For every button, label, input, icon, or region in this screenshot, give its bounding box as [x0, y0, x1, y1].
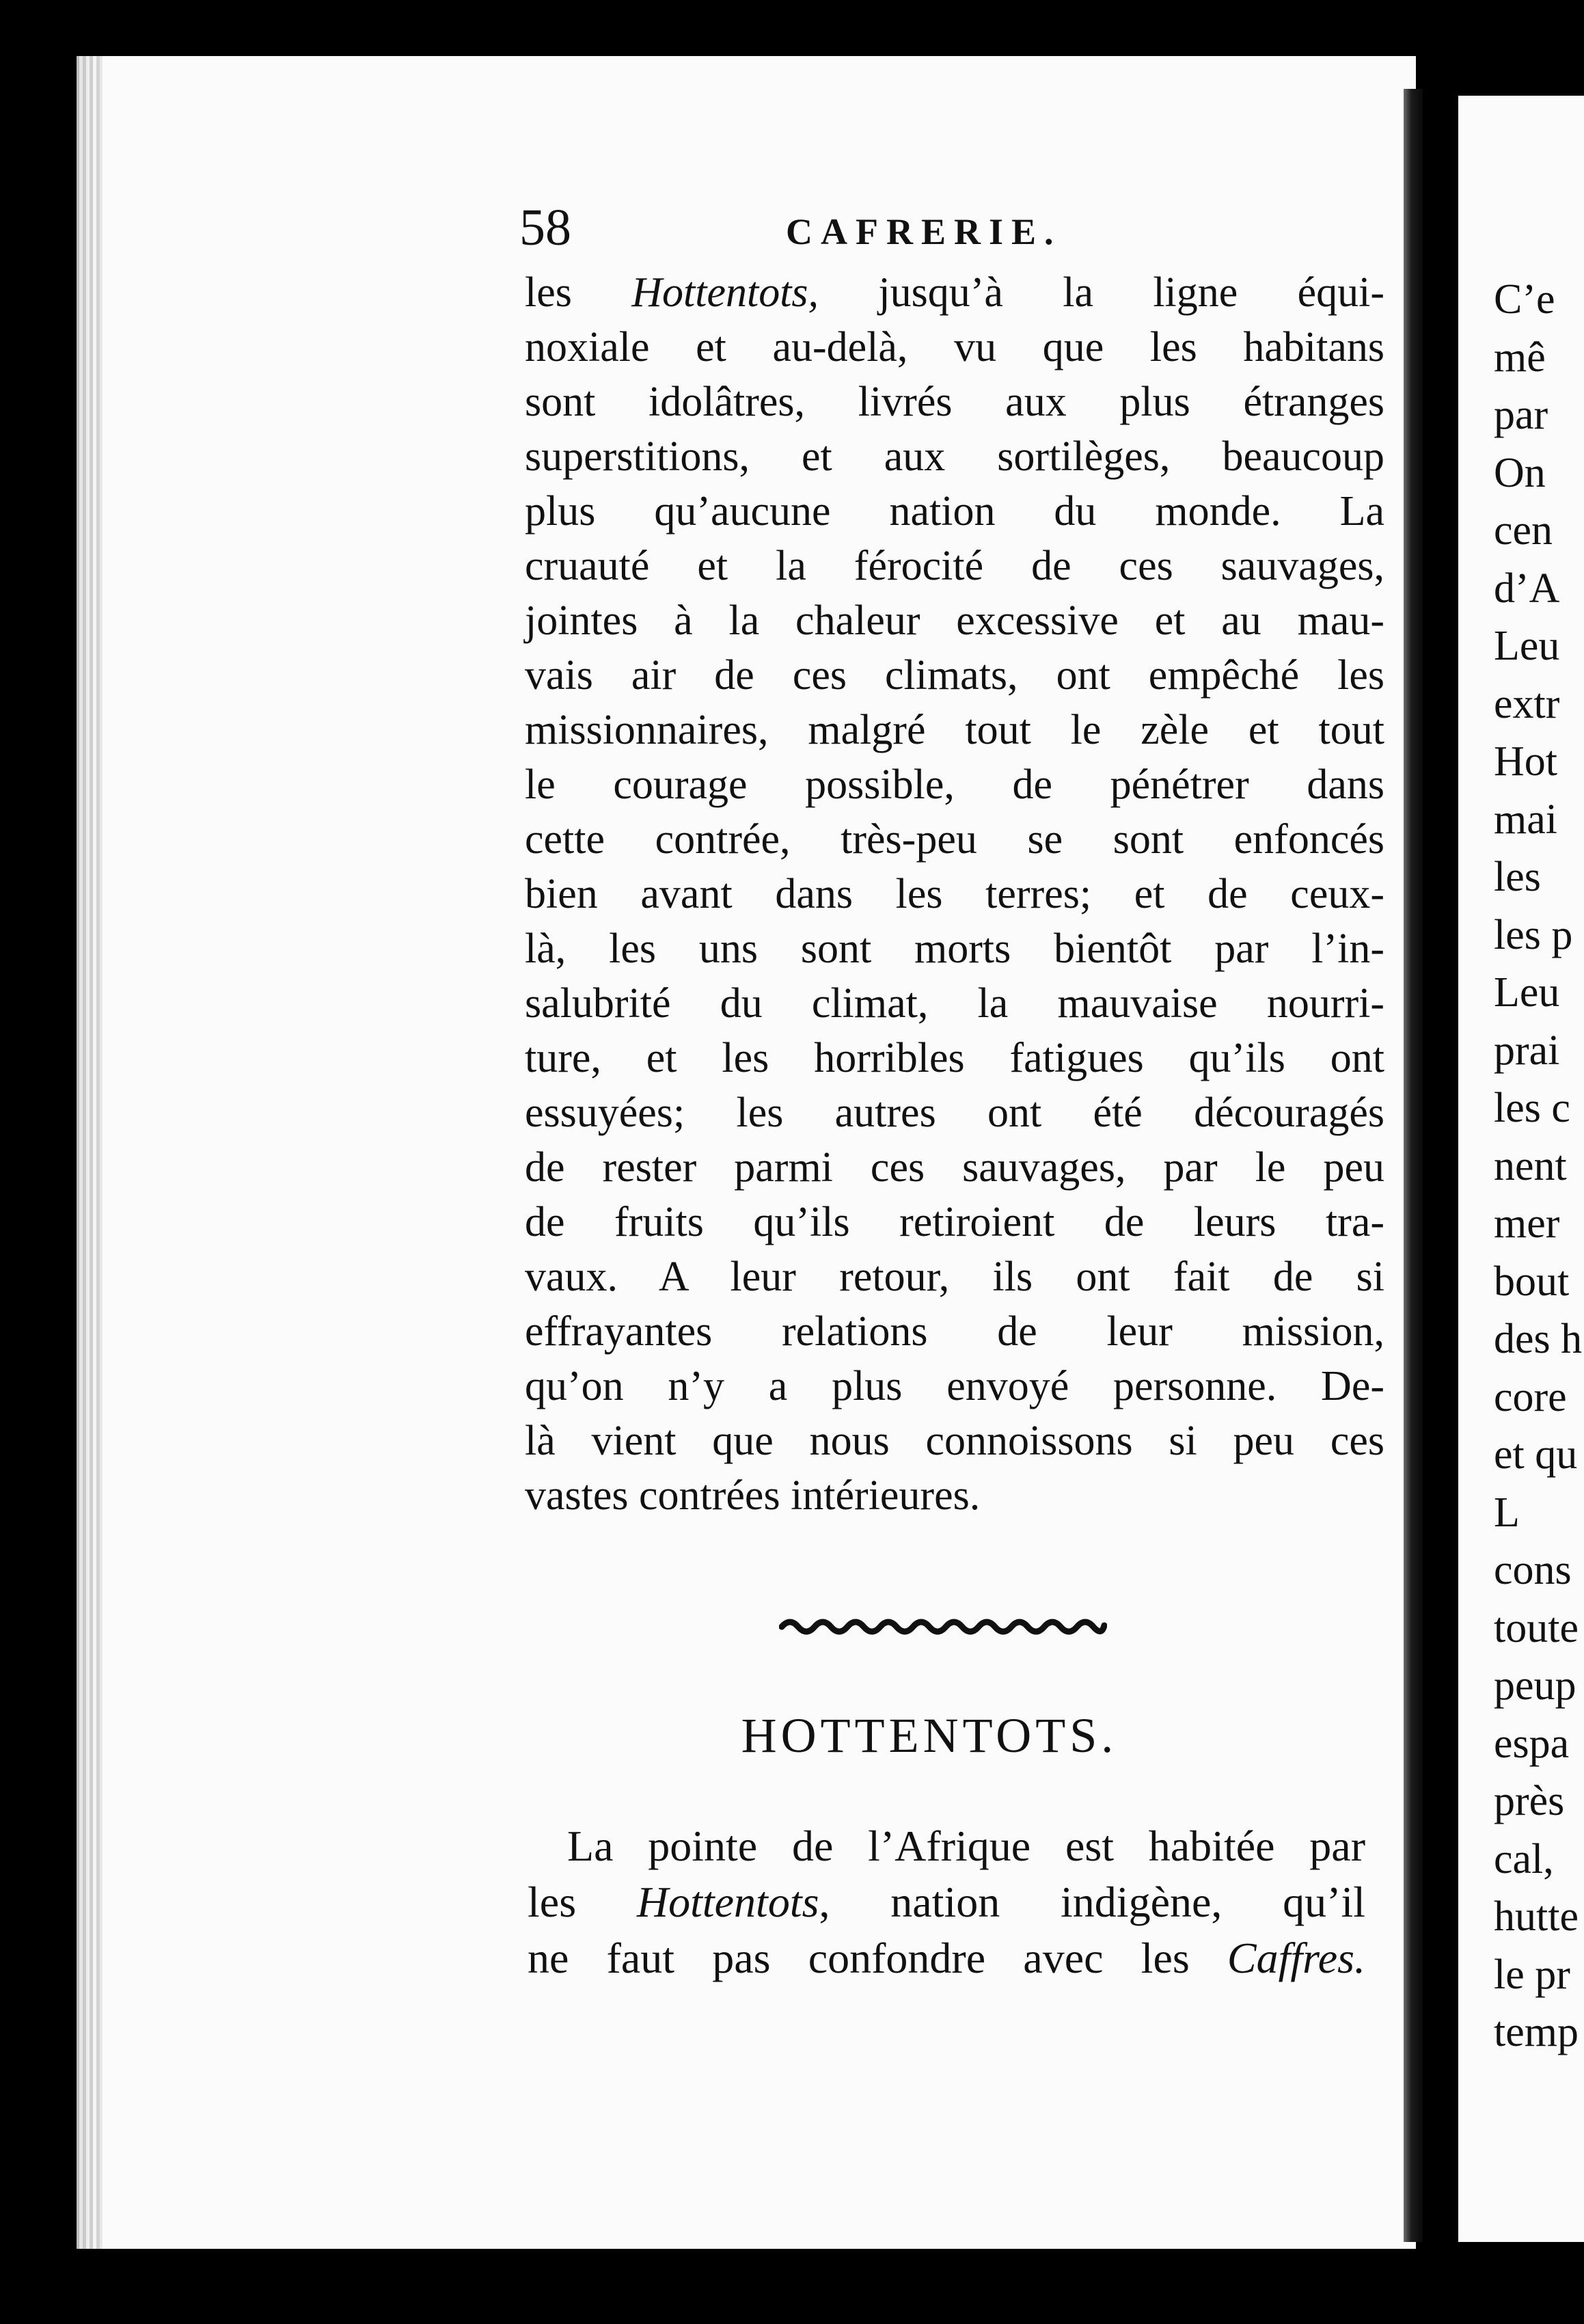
wavy-ornament — [779, 1613, 1107, 1640]
body-line: vaux. A leur retour, ils ont fait de si — [525, 1254, 1384, 1300]
right-line: d’A — [1494, 565, 1560, 612]
body-line: vais air de ces climats, ont empêché les — [525, 652, 1384, 699]
right-line: mai — [1494, 796, 1557, 843]
section-line: les Hottentots, nation indigène, qu’il — [528, 1878, 1366, 1926]
right-line: toute — [1494, 1604, 1579, 1651]
body-text — [525, 265, 1384, 1523]
body-line: salubrité du climat, la mauvaise nourri- — [525, 980, 1384, 1027]
right-page-text — [1494, 271, 1582, 2062]
body-line: ture, et les horribles fatigues qu’ils ont — [525, 1035, 1384, 1081]
section-line: ne faut pas confondre avec les Caffres. — [528, 1934, 1365, 1982]
body-line: sont idolâtres, livrés aux plus étranges — [525, 379, 1384, 425]
right-line: nent — [1494, 1142, 1567, 1189]
right-line: L — [1494, 1489, 1520, 1536]
italic-term: Hottentots — [636, 1878, 819, 1926]
right-line: espa — [1494, 1720, 1570, 1767]
right-line: par — [1494, 392, 1548, 438]
body-line: de rester parmi ces sauvages, par le peu — [525, 1144, 1384, 1191]
right-line: On — [1494, 449, 1546, 496]
right-line: extr — [1494, 680, 1560, 727]
book-gutter — [1404, 89, 1423, 2242]
body-line: là, les uns sont morts bientôt par l’in- — [525, 925, 1384, 972]
right-line: cal, — [1494, 1835, 1554, 1882]
body-line: noxiale et au-delà, vu que les habitans — [525, 324, 1384, 370]
right-line: Leu — [1494, 623, 1560, 669]
right-line: peup — [1494, 1662, 1576, 1709]
right-line: prai — [1494, 1027, 1560, 1074]
body-line: de fruits qu’ils retiroient de leurs tra- — [525, 1199, 1384, 1245]
right-line: hutte — [1494, 1893, 1579, 1940]
italic-term: Hottentots, — [631, 269, 819, 316]
section-heading: HOTTENTOTS. — [741, 1708, 1118, 1763]
right-line: core — [1494, 1373, 1567, 1420]
right-line: le pr — [1494, 1951, 1570, 1998]
italic-term: Caffres. — [1227, 1934, 1365, 1982]
body-line: essuyées; les autres ont été découragés — [525, 1090, 1384, 1136]
body-line: missionnaires, malgré tout le zèle et tout — [525, 707, 1384, 753]
section-text — [528, 1818, 1365, 1986]
body-line: bien avant dans les terres; et de ceux- — [525, 871, 1384, 917]
body-line: plus qu’aucune nation du monde. La — [525, 488, 1384, 535]
right-line: des h — [1494, 1316, 1583, 1362]
right-line: les — [1494, 854, 1541, 900]
body-line: cruauté et la férocité de ces sauvages, — [525, 543, 1384, 589]
right-line: et qu — [1494, 1431, 1578, 1478]
right-line: bout — [1494, 1258, 1570, 1305]
right-line: mer — [1494, 1200, 1560, 1247]
page-number: 58 — [519, 199, 571, 256]
right-line: Hot — [1494, 738, 1557, 785]
running-head: CAFRERIE. — [786, 211, 1062, 252]
body-line: superstitions, et aux sortilèges, beaucoup — [525, 433, 1384, 480]
right-line: Leu — [1494, 969, 1560, 1016]
right-line: cen — [1494, 507, 1553, 554]
body-line-first: les Hottentots, jusqu’à la ligne équi- — [525, 269, 1385, 316]
body-line: effrayantes relations de leur mission, — [525, 1308, 1384, 1355]
body-line-last: vastes contrées intérieures. — [525, 1472, 981, 1519]
body-line: le courage possible, de pénétrer dans — [525, 761, 1384, 808]
right-line: cons — [1494, 1547, 1572, 1593]
section-line: La pointe de l’Afrique est habitée par — [567, 1822, 1365, 1870]
right-line: les p — [1494, 911, 1573, 958]
body-line: cette contrée, très-peu se sont enfoncés — [525, 816, 1384, 863]
right-line: les c — [1494, 1085, 1570, 1131]
right-line: près — [1494, 1778, 1565, 1824]
right-line: temp — [1494, 2009, 1579, 2055]
right-line: C’e — [1494, 276, 1555, 323]
right-line: mê — [1494, 334, 1546, 381]
body-line: jointes à la chaleur excessive et au mau- — [525, 597, 1384, 644]
body-line: qu’on n’y a plus envoyé personne. De- — [525, 1363, 1384, 1409]
body-line: là vient que nous connoissons si peu ces — [525, 1418, 1384, 1464]
